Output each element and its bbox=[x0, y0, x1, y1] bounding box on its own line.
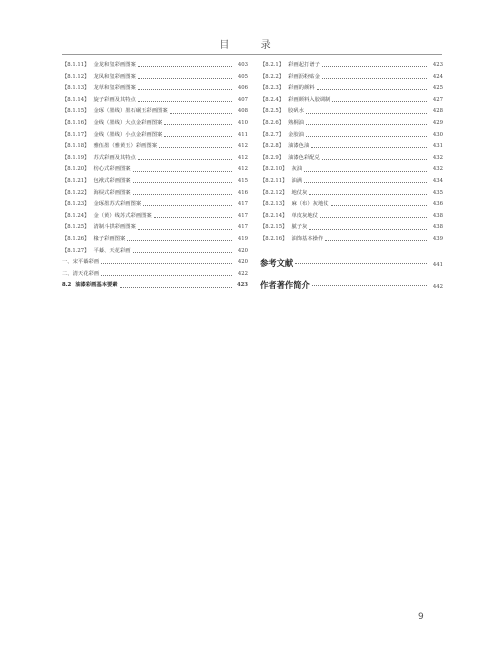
dot-leader bbox=[320, 217, 427, 218]
toc-right-column bbox=[260, 60, 443, 296]
page-header-title: 目 录 bbox=[219, 40, 285, 51]
toc-entry-code: 【8.1.21】 bbox=[62, 177, 90, 184]
dot-leader bbox=[309, 229, 427, 230]
toc-entry-title: 油漆色油 bbox=[288, 143, 310, 150]
toc-entry-title: 金（黄）线苏式彩画图案 bbox=[93, 212, 152, 219]
toc-entry[interactable] bbox=[260, 141, 443, 153]
toc-entry-title: 苏式彩画及其特点 bbox=[93, 154, 136, 161]
toc-entry-title: 参考文献 bbox=[260, 257, 294, 268]
toc-entry[interactable] bbox=[260, 130, 443, 142]
toc-entry-title: 龙草和玺彩画图案 bbox=[93, 85, 136, 92]
dot-leader bbox=[164, 136, 232, 137]
dot-leader bbox=[159, 147, 232, 148]
dot-leader bbox=[101, 263, 232, 264]
toc-entry-code: 【8.1.24】 bbox=[62, 212, 90, 219]
dot-leader bbox=[170, 113, 232, 114]
toc-entry-title: 枋心式彩画图案 bbox=[93, 166, 131, 173]
dot-leader bbox=[133, 182, 232, 183]
toc-entry-title: 包袱式彩画图案 bbox=[93, 177, 131, 184]
dot-leader bbox=[138, 66, 232, 67]
dot-leader bbox=[311, 147, 427, 148]
toc-entry-title: 旋子彩画及其特点 bbox=[93, 96, 136, 103]
header-rule bbox=[62, 54, 442, 55]
toc-entry-page: 405 bbox=[237, 73, 248, 80]
toc-section[interactable] bbox=[62, 269, 248, 281]
toc-entry-title: 作者著作简介 bbox=[260, 279, 310, 290]
toc-entry[interactable] bbox=[260, 176, 443, 188]
toc-entry-title: 一、宋平綦彩画 bbox=[62, 259, 100, 266]
toc-entry-title: 熟桐油 bbox=[288, 119, 304, 126]
toc-entry-title: 腻子灰 bbox=[291, 224, 308, 231]
toc-entry-page: 430 bbox=[432, 131, 443, 138]
toc-entry[interactable] bbox=[62, 188, 248, 200]
toc-entry[interactable] bbox=[260, 164, 443, 176]
dot-leader bbox=[138, 78, 232, 79]
toc-entry[interactable] bbox=[260, 60, 443, 72]
dot-leader bbox=[143, 205, 232, 206]
toc-entry-page: 425 bbox=[432, 85, 443, 92]
toc-entry-title: 彩画颜料入胶调制 bbox=[288, 96, 331, 103]
dot-leader bbox=[312, 285, 427, 286]
toc-entry[interactable] bbox=[62, 130, 248, 142]
toc-entry-page: 412 bbox=[237, 143, 248, 150]
toc-entry-code: 【8.2.4】 bbox=[260, 96, 285, 103]
toc-entry-title: 雅伍墨（雅黄玉）彩画图案 bbox=[93, 143, 158, 150]
toc-entry-title: 龙凤和玺彩画图案 bbox=[93, 73, 136, 80]
toc-entry-code: 【8.1.20】 bbox=[62, 166, 90, 173]
toc-entry-title: 金龙和玺彩画图案 bbox=[93, 62, 136, 68]
toc-entry-code: 【8.1.23】 bbox=[62, 201, 90, 208]
toc-entry-title: 油满 bbox=[291, 177, 303, 184]
toc-entry[interactable] bbox=[62, 164, 248, 176]
toc-entry-page: 417 bbox=[237, 212, 248, 219]
toc-chapter-page: 423 bbox=[236, 282, 248, 289]
toc-entry-code: 【8.1.16】 bbox=[62, 119, 90, 126]
toc-entry-page: 419 bbox=[237, 235, 248, 242]
toc-left-sections bbox=[62, 257, 248, 280]
toc-entry[interactable] bbox=[62, 72, 248, 84]
dot-leader bbox=[322, 66, 427, 67]
toc-entry-page: 434 bbox=[432, 177, 443, 184]
toc-entry-code: 【8.2.2】 bbox=[260, 73, 285, 80]
toc-entry-page: 435 bbox=[432, 189, 443, 196]
toc-entry-page: 417 bbox=[237, 201, 248, 208]
toc-entry[interactable] bbox=[62, 199, 248, 211]
toc-entry[interactable] bbox=[62, 95, 248, 107]
toc-entry-title: 椽子彩画图案 bbox=[93, 235, 126, 242]
toc-entry[interactable] bbox=[260, 83, 443, 95]
dot-leader bbox=[101, 275, 232, 276]
toc-entry-code: 【8.1.11】 bbox=[62, 62, 90, 68]
toc-entry-title: 清制斗拱彩画图案 bbox=[93, 224, 136, 231]
dot-leader bbox=[325, 240, 427, 241]
toc-entry[interactable] bbox=[62, 176, 248, 188]
toc-entry-title: 彩画沥粉贴金 bbox=[288, 73, 320, 80]
toc-entry[interactable] bbox=[260, 199, 443, 211]
toc-entry-title: 灰油 bbox=[291, 166, 303, 173]
toc-entry-title: 金胶油 bbox=[288, 131, 304, 138]
toc-entry-code: 【8.1.13】 bbox=[62, 85, 90, 92]
toc-entry-page: 422 bbox=[237, 270, 248, 277]
dot-leader bbox=[332, 101, 427, 102]
toc-entry-page: 410 bbox=[237, 119, 248, 126]
toc-entry-code: 【8.2.1】 bbox=[260, 62, 285, 68]
toc-entry-page: 420 bbox=[237, 247, 248, 254]
toc-entry-page: 406 bbox=[237, 85, 248, 92]
toc-entry[interactable] bbox=[62, 234, 248, 246]
toc-entry-page: 427 bbox=[432, 96, 443, 103]
dot-leader bbox=[317, 89, 427, 90]
toc-entry-code: 【8.1.18】 bbox=[62, 143, 90, 150]
toc-entry-code: 【8.2.10】 bbox=[260, 166, 288, 173]
dot-leader bbox=[306, 124, 427, 125]
toc-entry-title: 金线（墨线）小点金彩画图案 bbox=[93, 131, 163, 138]
dot-leader bbox=[322, 159, 427, 160]
toc-entry-code: 【8.1.27】 bbox=[62, 247, 90, 254]
dot-leader bbox=[154, 217, 232, 218]
toc-entry-title: 单皮灰地仗 bbox=[291, 212, 318, 219]
toc-entry-code: 【8.1.14】 bbox=[62, 96, 90, 103]
toc-entry-title: 平綦、天花彩画 bbox=[93, 247, 131, 254]
page-number: 9 bbox=[418, 612, 424, 622]
toc-entry-page: 420 bbox=[237, 259, 248, 266]
toc-entry-code: 【8.2.16】 bbox=[260, 235, 288, 242]
toc-entry-page: 442 bbox=[432, 283, 443, 290]
toc-entry-page: 439 bbox=[432, 235, 443, 242]
toc-entry-code: 【8.1.19】 bbox=[62, 154, 90, 161]
toc-entry[interactable] bbox=[260, 211, 443, 223]
toc-entry[interactable] bbox=[260, 118, 443, 130]
toc-right-entries bbox=[260, 60, 443, 246]
toc-entry[interactable] bbox=[260, 106, 443, 118]
toc-entry-page: 412 bbox=[237, 166, 248, 173]
toc-entry-code: 【8.2.5】 bbox=[260, 108, 285, 115]
dot-leader bbox=[306, 113, 427, 114]
toc-entry-title: 油漆色彩配兑 bbox=[288, 154, 320, 161]
toc-entry-code: 【8.2.6】 bbox=[260, 119, 285, 126]
toc-entry-title: 金琢（墨线）墨石碾玉彩画图案 bbox=[93, 108, 168, 115]
toc-backmatter-entry[interactable] bbox=[260, 252, 443, 274]
toc-entry-code: 【8.2.3】 bbox=[260, 85, 285, 92]
toc-entry[interactable] bbox=[62, 106, 248, 118]
toc-entry-page: 411 bbox=[237, 131, 248, 138]
dot-leader bbox=[133, 194, 232, 195]
dot-leader bbox=[138, 89, 232, 90]
toc-entry-code: 【8.1.26】 bbox=[62, 235, 90, 242]
toc-entry-code: 【8.2.12】 bbox=[260, 189, 288, 196]
toc-entry[interactable] bbox=[62, 60, 248, 72]
toc-entry-page: 432 bbox=[432, 154, 443, 161]
toc-entry[interactable] bbox=[62, 222, 248, 234]
toc-entry[interactable] bbox=[62, 83, 248, 95]
toc-backmatter-entry[interactable] bbox=[260, 274, 443, 296]
dot-leader bbox=[133, 252, 232, 253]
toc-entry[interactable] bbox=[260, 153, 443, 165]
toc-left-entries bbox=[62, 60, 248, 257]
toc-section[interactable] bbox=[62, 257, 248, 269]
toc-entry-code: 【8.1.25】 bbox=[62, 224, 90, 231]
toc-entry-title: 海棂式彩画图案 bbox=[93, 189, 131, 196]
toc-entry-page: 438 bbox=[432, 212, 443, 219]
toc-chapter-title: 油漆彩画基本要素 bbox=[75, 282, 118, 289]
toc-entry[interactable] bbox=[62, 141, 248, 153]
toc-entry-page: 436 bbox=[432, 201, 443, 208]
toc-chapter-code: 8.2 bbox=[62, 282, 72, 289]
toc-entry-page: 407 bbox=[237, 96, 248, 103]
dot-leader bbox=[295, 263, 427, 264]
toc-entry-page: 417 bbox=[237, 224, 248, 231]
toc-entry-page: 441 bbox=[432, 261, 443, 268]
toc-entry[interactable] bbox=[62, 211, 248, 223]
toc-entry-code: 【8.2.15】 bbox=[260, 224, 288, 231]
dot-leader bbox=[331, 205, 427, 206]
toc-entry-code: 【8.2.13】 bbox=[260, 201, 288, 208]
toc-entry-page: 429 bbox=[432, 119, 443, 126]
toc-backmatter bbox=[260, 252, 443, 296]
dot-leader bbox=[138, 159, 232, 160]
toc-entry-page: 408 bbox=[237, 108, 248, 115]
toc-entry-title: 地仗灰 bbox=[291, 189, 308, 196]
dot-leader bbox=[322, 78, 427, 79]
toc-entry-title: 彩画起打谱子 bbox=[288, 62, 320, 68]
toc-entry-title: 胶矾水 bbox=[288, 108, 304, 115]
dot-leader bbox=[304, 171, 427, 172]
toc-entry[interactable] bbox=[62, 118, 248, 130]
dot-leader bbox=[138, 101, 232, 102]
toc-entry-page: 423 bbox=[432, 62, 443, 68]
toc-entry-title: 油饰基本操作 bbox=[291, 235, 324, 242]
toc-entry-title: 彩画的颜料 bbox=[288, 85, 315, 92]
toc-entry-title: 金线（墨线）大点金彩画图案 bbox=[93, 119, 163, 126]
toc-entry[interactable] bbox=[62, 246, 248, 258]
toc-entry-title: 金琢墨苏式彩画图案 bbox=[93, 201, 142, 208]
toc-entry-title: 二、清天花彩画 bbox=[62, 270, 100, 277]
toc-entry-code: 【8.2.9】 bbox=[260, 154, 285, 161]
toc-entry[interactable] bbox=[62, 153, 248, 165]
dot-leader bbox=[133, 171, 232, 172]
toc-entry-page: 438 bbox=[432, 224, 443, 231]
toc-entry-code: 【8.2.7】 bbox=[260, 131, 285, 138]
toc-chapter-row[interactable] bbox=[62, 280, 248, 292]
toc-entry-title: 麻（布）灰地仗 bbox=[291, 201, 329, 208]
toc-entry[interactable] bbox=[260, 95, 443, 107]
toc-entry-page: 431 bbox=[432, 143, 443, 150]
toc-entry-page: 432 bbox=[432, 166, 443, 173]
toc-entry-code: 【8.1.12】 bbox=[62, 73, 90, 80]
dot-leader bbox=[304, 182, 427, 183]
dot-leader bbox=[306, 136, 427, 137]
toc-entry[interactable] bbox=[260, 72, 443, 84]
dot-leader bbox=[164, 124, 232, 125]
toc-entry-code: 【8.1.15】 bbox=[62, 108, 90, 115]
toc-entry-code: 【8.1.22】 bbox=[62, 189, 90, 196]
toc-entry-page: 415 bbox=[237, 177, 248, 184]
toc-entry-page: 403 bbox=[237, 62, 248, 68]
toc-entry[interactable] bbox=[260, 234, 443, 246]
toc-entry-page: 416 bbox=[237, 189, 248, 196]
toc-entry-page: 412 bbox=[237, 154, 248, 161]
toc-entry[interactable] bbox=[260, 222, 443, 234]
dot-leader bbox=[127, 240, 232, 241]
toc-entry-code: 【8.1.17】 bbox=[62, 131, 90, 138]
toc-entry-page: 428 bbox=[432, 108, 443, 115]
toc-left-column bbox=[62, 60, 248, 292]
toc-entry-page: 424 bbox=[432, 73, 443, 80]
dot-leader bbox=[138, 229, 232, 230]
dot-leader bbox=[309, 194, 427, 195]
toc-entry-code: 【8.2.14】 bbox=[260, 212, 288, 219]
toc-entry[interactable] bbox=[260, 188, 443, 200]
dot-leader bbox=[120, 287, 232, 288]
toc-entry-code: 【8.2.8】 bbox=[260, 143, 285, 150]
toc-entry-code: 【8.2.11】 bbox=[260, 177, 288, 184]
